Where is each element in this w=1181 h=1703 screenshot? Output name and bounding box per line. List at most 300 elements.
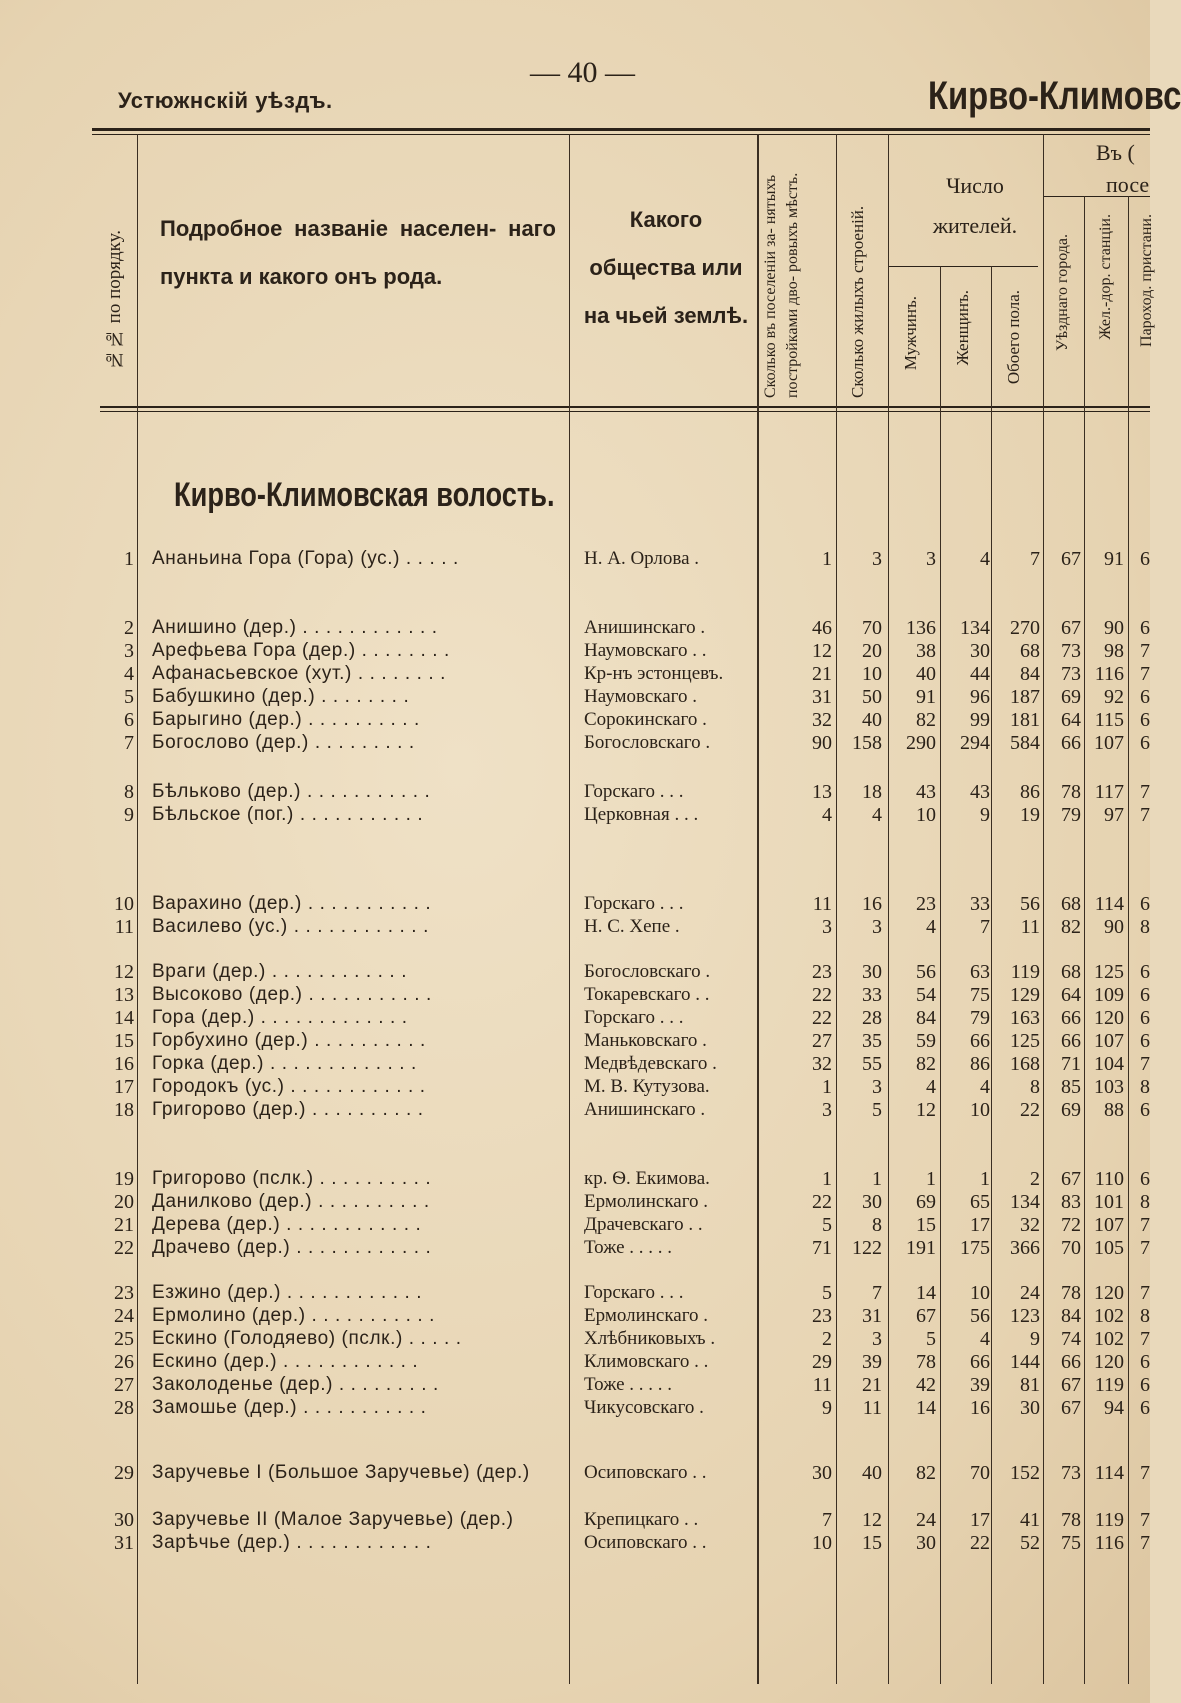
- row-dist-rail: 88: [1104, 1099, 1124, 1121]
- row-number: 1: [124, 548, 134, 570]
- row-women: 30: [970, 640, 990, 662]
- table-row: [0, 1214, 1150, 1236]
- row-dist-pier: 8: [1140, 916, 1150, 938]
- row-dist-rail: 90: [1104, 617, 1124, 639]
- row-number: 12: [114, 961, 134, 983]
- row-society: Наумовскаго .: [584, 686, 697, 707]
- row-women: 44: [970, 663, 990, 685]
- row-dist-town: 78: [1061, 781, 1081, 803]
- row-men: 191: [906, 1237, 936, 1259]
- row-place-name: Замошье (дер.) . . . . . . . . . . .: [152, 1397, 427, 1418]
- row-women: 10: [970, 1099, 990, 1121]
- row-dist-town: 68: [1061, 893, 1081, 915]
- header-distance-top: Въ (: [1096, 140, 1135, 165]
- row-number: 20: [114, 1191, 134, 1213]
- row-men: 91: [916, 686, 936, 708]
- row-number: 23: [114, 1282, 134, 1304]
- col-line-rail: [1128, 196, 1129, 1684]
- row-society: Драчевскаго . .: [584, 1214, 703, 1235]
- row-society: Осиповскаго . .: [584, 1462, 707, 1483]
- row-place-name: Высоково (дер.) . . . . . . . . . . .: [152, 984, 432, 1005]
- row-men: 4: [926, 1076, 936, 1098]
- row-buildings: 40: [862, 1462, 882, 1484]
- row-men: 24: [916, 1509, 936, 1531]
- table-row: [0, 781, 1150, 803]
- table-row: [0, 1305, 1150, 1327]
- row-households: 11: [812, 1374, 832, 1396]
- row-men: 12: [916, 1099, 936, 1121]
- row-place-name: Ескино (дер.) . . . . . . . . . . . .: [152, 1351, 419, 1372]
- row-dist-town: 66: [1061, 1351, 1081, 1373]
- header-women: Женщинъ.: [953, 290, 972, 366]
- row-buildings: 8: [872, 1214, 882, 1236]
- row-place-name: Бѣльское (пог.) . . . . . . . . . . .: [152, 804, 424, 825]
- row-society: Богословскаго .: [584, 732, 711, 753]
- row-total: 86: [1020, 781, 1040, 803]
- row-place-name: Варахино (дер.) . . . . . . . . . . .: [152, 893, 432, 914]
- row-dist-rail: 105: [1094, 1237, 1124, 1259]
- row-society: Горскаго . . .: [584, 1007, 684, 1028]
- table-top-rule-thin: [92, 134, 1150, 135]
- row-number: 24: [114, 1305, 134, 1327]
- page-number: — 40 —: [530, 56, 635, 89]
- row-households: 71: [812, 1237, 832, 1259]
- row-total: 119: [1010, 961, 1040, 983]
- row-dist-pier: 6: [1140, 984, 1150, 1006]
- row-dist-rail: 90: [1104, 916, 1124, 938]
- row-dist-rail: 125: [1094, 961, 1124, 983]
- row-dist-pier: 6: [1140, 1168, 1150, 1190]
- row-total: 2: [1030, 1168, 1040, 1190]
- table-row: [0, 640, 1150, 662]
- row-total: 8: [1030, 1076, 1040, 1098]
- row-society: Богословскаго .: [584, 961, 711, 982]
- row-women: 86: [970, 1053, 990, 1075]
- row-women: 4: [980, 1076, 990, 1098]
- row-number: 6: [124, 709, 134, 731]
- header-bottom-rule-thin: [100, 411, 1150, 412]
- row-women: 65: [970, 1191, 990, 1213]
- table-row: [0, 709, 1150, 731]
- row-place-name: Василево (ус.) . . . . . . . . . . . .: [152, 916, 429, 937]
- row-dist-pier: 6: [1140, 732, 1150, 754]
- row-women: 99: [970, 709, 990, 731]
- row-dist-pier: 6: [1140, 686, 1150, 708]
- table-row: [0, 1374, 1150, 1396]
- row-buildings: 55: [862, 1053, 882, 1075]
- row-dist-town: 85: [1061, 1076, 1081, 1098]
- row-place-name: Бѣльково (дер.) . . . . . . . . . . .: [152, 781, 431, 802]
- row-dist-town: 67: [1061, 617, 1081, 639]
- table-row: [0, 1053, 1150, 1075]
- row-place-name: Бабушкино (дер.) . . . . . . . .: [152, 686, 410, 707]
- row-place-name: Драчево (дер.) . . . . . . . . . . . .: [152, 1237, 432, 1258]
- row-dist-pier: 8: [1140, 1076, 1150, 1098]
- row-society: Сорокинскаго .: [584, 709, 707, 730]
- row-society: Маньковскаго .: [584, 1030, 707, 1051]
- row-dist-rail: 91: [1104, 548, 1124, 570]
- row-dist-pier: 7: [1140, 1462, 1150, 1484]
- row-dist-rail: 120: [1094, 1007, 1124, 1029]
- row-dist-town: 67: [1061, 1397, 1081, 1419]
- row-women: 66: [970, 1030, 990, 1052]
- row-society: Анишинскаго .: [584, 617, 706, 638]
- row-number: 31: [114, 1532, 134, 1554]
- row-buildings: 18: [862, 781, 882, 803]
- row-dist-town: 73: [1061, 1462, 1081, 1484]
- row-total: 19: [1020, 804, 1040, 826]
- row-dist-rail: 107: [1094, 1030, 1124, 1052]
- header-population: Число жителей.: [932, 173, 1018, 238]
- row-total: 22: [1020, 1099, 1040, 1121]
- row-dist-town: 84: [1061, 1305, 1081, 1327]
- row-total: 366: [1010, 1237, 1040, 1259]
- row-number: 18: [114, 1099, 134, 1121]
- row-society: Осиповскаго . .: [584, 1532, 707, 1553]
- row-households: 31: [812, 686, 832, 708]
- row-total: 144: [1010, 1351, 1040, 1373]
- table-row: [0, 732, 1150, 754]
- row-society: Наумовскаго . .: [584, 640, 707, 661]
- header-households: Сколько въ поселеніи за- нятыхъ постройками дво- ровыхъ мѣстъ.: [762, 172, 801, 398]
- row-place-name: Заколоденье (дер.) . . . . . . . . .: [152, 1374, 439, 1395]
- row-dist-town: 66: [1061, 1030, 1081, 1052]
- row-dist-pier: 7: [1140, 804, 1150, 826]
- district-header: Устюжнскій уѣздъ.: [118, 88, 333, 113]
- header-dist-pier: Пароход. пристани.: [1138, 214, 1155, 347]
- row-households: 7: [822, 1509, 832, 1531]
- row-number: 13: [114, 984, 134, 1006]
- row-dist-pier: 8: [1140, 1305, 1150, 1327]
- row-dist-pier: 6: [1140, 617, 1150, 639]
- table-row: [0, 916, 1150, 938]
- row-men: 30: [916, 1532, 936, 1554]
- row-men: 67: [916, 1305, 936, 1327]
- row-men: 69: [916, 1191, 936, 1213]
- row-households: 3: [822, 1099, 832, 1121]
- table-row: [0, 804, 1150, 826]
- row-total: 11: [1020, 916, 1040, 938]
- row-number: 3: [124, 640, 134, 662]
- row-buildings: 3: [872, 1328, 882, 1350]
- row-households: 1: [822, 548, 832, 570]
- row-number: 4: [124, 663, 134, 685]
- row-dist-rail: 120: [1094, 1351, 1124, 1373]
- row-women: 7: [980, 916, 990, 938]
- row-dist-town: 70: [1061, 1237, 1081, 1259]
- row-buildings: 5: [872, 1099, 882, 1121]
- row-number: 28: [114, 1397, 134, 1419]
- row-dist-rail: 107: [1094, 1214, 1124, 1236]
- row-women: 294: [960, 732, 990, 754]
- row-dist-pier: 7: [1140, 1328, 1150, 1350]
- row-society: Тоже . . . . .: [584, 1374, 673, 1395]
- row-dist-pier: 7: [1140, 1214, 1150, 1236]
- row-number: 25: [114, 1328, 134, 1350]
- row-dist-rail: 110: [1094, 1168, 1124, 1190]
- row-society: Ермолинскаго .: [584, 1191, 709, 1212]
- row-dist-rail: 97: [1104, 804, 1124, 826]
- row-women: 79: [970, 1007, 990, 1029]
- header-society: Какого общества или на чьей землѣ.: [583, 207, 749, 328]
- row-dist-rail: 103: [1094, 1076, 1124, 1098]
- row-dist-rail: 114: [1094, 1462, 1124, 1484]
- row-men: 14: [916, 1282, 936, 1304]
- row-women: 1: [980, 1168, 990, 1190]
- population-group-rule: [888, 266, 1038, 267]
- row-women: 16: [970, 1397, 990, 1419]
- table-row: [0, 548, 1150, 570]
- row-dist-town: 73: [1061, 640, 1081, 662]
- row-place-name: Городокъ (ус.) . . . . . . . . . . . .: [152, 1076, 426, 1097]
- row-women: 66: [970, 1351, 990, 1373]
- row-number: 15: [114, 1030, 134, 1052]
- row-dist-pier: 6: [1140, 1099, 1150, 1121]
- row-men: 84: [916, 1007, 936, 1029]
- row-men: 82: [916, 709, 936, 731]
- row-society: Климовскаго . .: [584, 1351, 709, 1372]
- row-dist-town: 66: [1061, 732, 1081, 754]
- row-dist-rail: 107: [1094, 732, 1124, 754]
- row-dist-pier: 7: [1140, 781, 1150, 803]
- row-society: Крепицкаго . .: [584, 1509, 699, 1530]
- row-place-name: Горбухино (дер.) . . . . . . . . . .: [152, 1030, 426, 1051]
- row-dist-pier: 7: [1140, 1509, 1150, 1531]
- row-women: 17: [970, 1214, 990, 1236]
- row-dist-town: 64: [1061, 984, 1081, 1006]
- row-men: 14: [916, 1397, 936, 1419]
- row-women: 63: [970, 961, 990, 983]
- row-households: 5: [822, 1214, 832, 1236]
- header-dist-town: Уѣзднаго города.: [1054, 234, 1071, 351]
- row-society: Горскаго . . .: [584, 1282, 684, 1303]
- row-buildings: 3: [872, 1076, 882, 1098]
- row-households: 32: [812, 709, 832, 731]
- row-dist-rail: 116: [1094, 663, 1124, 685]
- row-dist-rail: 114: [1094, 893, 1124, 915]
- row-men: 38: [916, 640, 936, 662]
- row-dist-pier: 7: [1140, 663, 1150, 685]
- row-buildings: 39: [862, 1351, 882, 1373]
- row-number: 8: [124, 781, 134, 803]
- row-households: 23: [812, 961, 832, 983]
- row-households: 21: [812, 663, 832, 685]
- row-number: 9: [124, 804, 134, 826]
- row-women: 4: [980, 548, 990, 570]
- row-men: 59: [916, 1030, 936, 1052]
- row-dist-town: 82: [1061, 916, 1081, 938]
- row-total: 9: [1030, 1328, 1040, 1350]
- row-number: 11: [114, 916, 134, 938]
- row-number: 2: [124, 617, 134, 639]
- header-bottom-rule: [100, 406, 1150, 408]
- row-total: 270: [1010, 617, 1040, 639]
- table-row: [0, 1076, 1150, 1098]
- table-row: [0, 686, 1150, 708]
- row-dist-rail: 117: [1094, 781, 1124, 803]
- row-dist-pier: 6: [1140, 1397, 1150, 1419]
- row-total: 81: [1020, 1374, 1040, 1396]
- row-number: 26: [114, 1351, 134, 1373]
- row-dist-pier: 6: [1140, 961, 1150, 983]
- row-buildings: 20: [862, 640, 882, 662]
- table-row: [0, 893, 1150, 915]
- row-buildings: 70: [862, 617, 882, 639]
- row-buildings: 158: [852, 732, 882, 754]
- row-place-name: Заручевье II (Малое Заручевье) (дер.): [152, 1509, 514, 1530]
- row-total: 152: [1010, 1462, 1040, 1484]
- header-buildings: Сколько жилыхъ строеній.: [848, 205, 867, 398]
- row-households: 13: [812, 781, 832, 803]
- row-dist-rail: 102: [1094, 1328, 1124, 1350]
- row-place-name: Григорово (дер.) . . . . . . . . . .: [152, 1099, 424, 1120]
- row-buildings: 3: [872, 548, 882, 570]
- row-total: 52: [1020, 1532, 1040, 1554]
- row-number: 27: [114, 1374, 134, 1396]
- row-dist-pier: 8: [1140, 1191, 1150, 1213]
- row-men: 42: [916, 1374, 936, 1396]
- row-place-name: Барыгино (дер.) . . . . . . . . . .: [152, 709, 420, 730]
- row-dist-rail: 119: [1094, 1374, 1124, 1396]
- row-total: 181: [1010, 709, 1040, 731]
- row-buildings: 7: [872, 1282, 882, 1304]
- row-dist-rail: 116: [1094, 1532, 1124, 1554]
- row-total: 24: [1020, 1282, 1040, 1304]
- row-dist-pier: 7: [1140, 640, 1150, 662]
- row-total: 68: [1020, 640, 1040, 662]
- row-women: 96: [970, 686, 990, 708]
- row-buildings: 3: [872, 916, 882, 938]
- row-women: 43: [970, 781, 990, 803]
- row-men: 1: [926, 1168, 936, 1190]
- row-place-name: Григорово (пслк.) . . . . . . . . . .: [152, 1168, 432, 1189]
- row-dist-town: 71: [1061, 1053, 1081, 1075]
- row-men: 136: [906, 617, 936, 639]
- row-buildings: 40: [862, 709, 882, 731]
- row-dist-town: 66: [1061, 1007, 1081, 1029]
- table-row: [0, 617, 1150, 639]
- row-dist-town: 69: [1061, 1099, 1081, 1121]
- row-households: 12: [812, 640, 832, 662]
- row-dist-town: 67: [1061, 1168, 1081, 1190]
- row-households: 2: [822, 1328, 832, 1350]
- row-dist-rail: 119: [1094, 1509, 1124, 1531]
- table-row: [0, 1462, 1150, 1484]
- row-men: 3: [926, 548, 936, 570]
- row-buildings: 30: [862, 1191, 882, 1213]
- row-society: Токаревскаго . .: [584, 984, 710, 1005]
- row-dist-pier: 7: [1140, 1282, 1150, 1304]
- table-row: [0, 1237, 1150, 1259]
- row-households: 22: [812, 1007, 832, 1029]
- row-dist-rail: 104: [1094, 1053, 1124, 1075]
- row-society: Горскаго . . .: [584, 893, 684, 914]
- row-dist-rail: 109: [1094, 984, 1124, 1006]
- row-buildings: 21: [862, 1374, 882, 1396]
- row-dist-pier: 6: [1140, 709, 1150, 731]
- row-society: Тоже . . . . .: [584, 1237, 673, 1258]
- row-buildings: 15: [862, 1532, 882, 1554]
- row-households: 22: [812, 1191, 832, 1213]
- row-total: 41: [1020, 1509, 1040, 1531]
- row-number: 19: [114, 1168, 134, 1190]
- row-total: 125: [1010, 1030, 1040, 1052]
- row-number: 14: [114, 1007, 134, 1029]
- row-society: Ермолинскаго .: [584, 1305, 709, 1326]
- volost-running-title: Кирво-Климовс: [928, 74, 1181, 118]
- row-buildings: 4: [872, 804, 882, 826]
- row-society: кр. Ѳ. Екимова.: [584, 1168, 710, 1189]
- row-households: 90: [812, 732, 832, 754]
- row-total: 163: [1010, 1007, 1040, 1029]
- row-dist-rail: 98: [1104, 640, 1124, 662]
- row-dist-pier: 7: [1140, 1053, 1150, 1075]
- table-row: [0, 1282, 1150, 1304]
- row-society: Н. А. Орлова .: [584, 548, 700, 569]
- row-place-name: Враги (дер.) . . . . . . . . . . . .: [152, 961, 408, 982]
- row-men: 290: [906, 732, 936, 754]
- row-total: 168: [1010, 1053, 1040, 1075]
- row-households: 32: [812, 1053, 832, 1075]
- row-number: 7: [124, 732, 134, 754]
- row-buildings: 16: [862, 893, 882, 915]
- row-total: 84: [1020, 663, 1040, 685]
- row-households: 22: [812, 984, 832, 1006]
- table-row: [0, 663, 1150, 685]
- row-women: 56: [970, 1305, 990, 1327]
- row-men: 4: [926, 916, 936, 938]
- section-title: Кирво-Климовская волость.: [174, 476, 555, 514]
- row-households: 23: [812, 1305, 832, 1327]
- row-number: 10: [114, 893, 134, 915]
- row-women: 10: [970, 1282, 990, 1304]
- row-dist-town: 72: [1061, 1214, 1081, 1236]
- row-men: 5: [926, 1328, 936, 1350]
- row-households: 1: [822, 1168, 832, 1190]
- row-men: 82: [916, 1462, 936, 1484]
- row-households: 3: [822, 916, 832, 938]
- table-row: [0, 1532, 1150, 1554]
- row-households: 5: [822, 1282, 832, 1304]
- row-men: 23: [916, 893, 936, 915]
- row-women: 4: [980, 1328, 990, 1350]
- row-total: 584: [1010, 732, 1040, 754]
- row-dist-pier: 6: [1140, 1007, 1150, 1029]
- row-buildings: 33: [862, 984, 882, 1006]
- row-total: 30: [1020, 1397, 1040, 1419]
- row-dist-town: 78: [1061, 1509, 1081, 1531]
- row-total: 187: [1010, 686, 1040, 708]
- row-households: 30: [812, 1462, 832, 1484]
- header-name: Подробное названіе населен- наго пункта и какого онъ рода.: [160, 216, 556, 289]
- row-buildings: 50: [862, 686, 882, 708]
- header-dist-rail: Жел.-дор. станціи.: [1097, 214, 1114, 340]
- row-women: 9: [980, 804, 990, 826]
- row-dist-town: 73: [1061, 663, 1081, 685]
- row-dist-town: 69: [1061, 686, 1081, 708]
- row-place-name: Данилково (дер.) . . . . . . . . . .: [152, 1191, 430, 1212]
- row-buildings: 1: [872, 1168, 882, 1190]
- row-dist-rail: 115: [1094, 709, 1124, 731]
- table-row: [0, 1099, 1150, 1121]
- row-men: 82: [916, 1053, 936, 1075]
- row-dist-rail: 101: [1094, 1191, 1124, 1213]
- row-society: Хлѣбниковыхъ .: [584, 1328, 716, 1349]
- row-number: 16: [114, 1053, 134, 1075]
- row-dist-town: 83: [1061, 1191, 1081, 1213]
- row-men: 78: [916, 1351, 936, 1373]
- table-row: [0, 1007, 1150, 1029]
